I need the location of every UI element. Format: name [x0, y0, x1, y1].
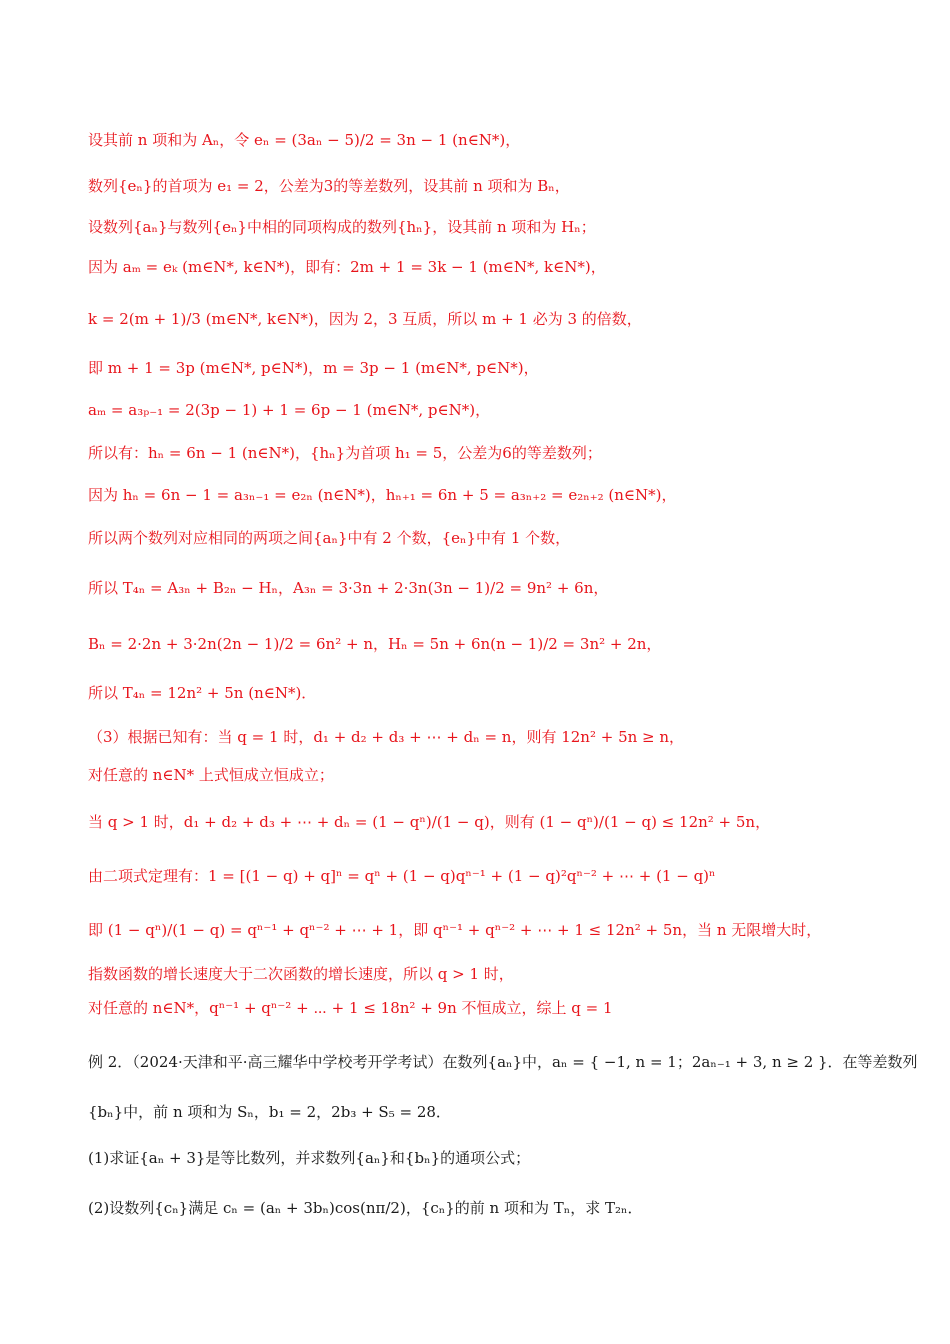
- solution-line: 即 m + 1 = 3p (m∈N*, p∈N*)，m = 3p − 1 (m∈N*, p∈N*)，: [88, 359, 539, 377]
- solution-line: 因为 aₘ = eₖ (m∈N*, k∈N*)，即有：2m + 1 = 3k − 1 (m∈N*, k∈N*)，: [88, 258, 606, 276]
- solution-line: 所以两个数列对应相同的两项之间{aₙ}中有 2 个数，{eₙ}中有 1 个数，: [88, 529, 571, 547]
- solution-line: 即 (1 − qⁿ)/(1 − q) = qⁿ⁻¹ + qⁿ⁻² + ⋯ + 1，即 qⁿ⁻¹ + qⁿ⁻² + ⋯ + 1 ≤ 12n² + 5n，当 n 无限增大时，: [88, 921, 822, 939]
- problem-part-1: (1)求证{aₙ + 3}是等比数列，并求数列{aₙ}和{bₙ}的通项公式；: [88, 1149, 531, 1167]
- solution-line: k = 2(m + 1)/3 (m∈N*, k∈N*)，因为 2，3 互质，所以 m + 1 必为 3 的倍数，: [88, 310, 642, 328]
- solution-line: 指数函数的增长速度大于二次函数的增长速度，所以 q > 1 时，: [88, 965, 514, 983]
- example-heading: 例 2．（2024·天津和平·高三耀华中学校考开学考试）在数列{aₙ}中，aₙ = { −1, n = 1；2aₙ₋₁ + 3, n ≥ 2 }．在等差数列: [88, 1053, 918, 1071]
- solution-line: 数列{eₙ}的首项为 e₁ = 2，公差为3的等差数列，设其前 n 项和为 Bₙ，: [88, 177, 570, 195]
- solution-line: 所以 T₄ₙ = A₃ₙ + B₂ₙ − Hₙ，A₃ₙ = 3·3n + 2·3n(3n − 1)/2 = 9n² + 6n，: [88, 579, 609, 597]
- solution-line: 设其前 n 项和为 Aₙ，令 eₙ = (3aₙ − 5)/2 = 3n − 1 (n∈N*)，: [88, 131, 521, 149]
- solution-line: 对任意的 n∈N* 上式恒成立恒成立；: [88, 766, 334, 784]
- solution-line: 对任意的 n∈N*，qⁿ⁻¹ + qⁿ⁻² + ⋯ + 1 ≤ 18n² + 9n 不恒成立，综上 q = 1: [88, 999, 613, 1017]
- solution-line: Bₙ = 2·2n + 3·2n(2n − 1)/2 = 6n² + n，Hₙ = 5n + 6n(n − 1)/2 = 3n² + 2n，: [88, 635, 662, 653]
- problem-line: {bₙ}中，前 n 项和为 Sₙ，b₁ = 2，2b₃ + S₅ = 28．: [88, 1103, 451, 1121]
- solution-line: 由二项式定理有：1 = [(1 − q) + q]ⁿ = qⁿ + (1 − q)qⁿ⁻¹ + (1 − q)²qⁿ⁻² + ⋯ + (1 − q)ⁿ: [88, 867, 716, 885]
- solution-line: aₘ = a₃ₚ₋₁ = 2(3p − 1) + 1 = 6p − 1 (m∈N*, p∈N*)，: [88, 401, 491, 419]
- solution-line: 所以有：hₙ = 6n − 1 (n∈N*)，{hₙ}为首项 h₁ = 5，公差为6的等差数列；: [88, 444, 602, 462]
- problem-part-2: (2)设数列{cₙ}满足 cₙ = (aₙ + 3bₙ)cos(nπ/2)，{cₙ}的前 n 项和为 Tₙ，求 T₂ₙ．: [88, 1199, 643, 1217]
- solution-line: 所以 T₄ₙ = 12n² + 5n (n∈N*)．: [88, 684, 317, 702]
- solution-line: 设数列{aₙ}与数列{eₙ}中相的同项构成的数列{hₙ}，设其前 n 项和为 Hₙ；: [88, 218, 596, 236]
- solution-line: 当 q > 1 时，d₁ + d₂ + d₃ + ⋯ + dₙ = (1 − qⁿ)/(1 − q)，则有 (1 − qⁿ)/(1 − q) ≤ 12n² + 5n，: [88, 813, 771, 831]
- solution-line: （3）根据已知有：当 q = 1 时，d₁ + d₂ + d₃ + ⋯ + dₙ = n，则有 12n² + 5n ≥ n，: [88, 728, 685, 746]
- solution-line: 因为 hₙ = 6n − 1 = a₃ₙ₋₁ = e₂ₙ (n∈N*)，hₙ₊₁ = 6n + 5 = a₃ₙ₊₂ = e₂ₙ₊₂ (n∈N*)，: [88, 486, 677, 504]
